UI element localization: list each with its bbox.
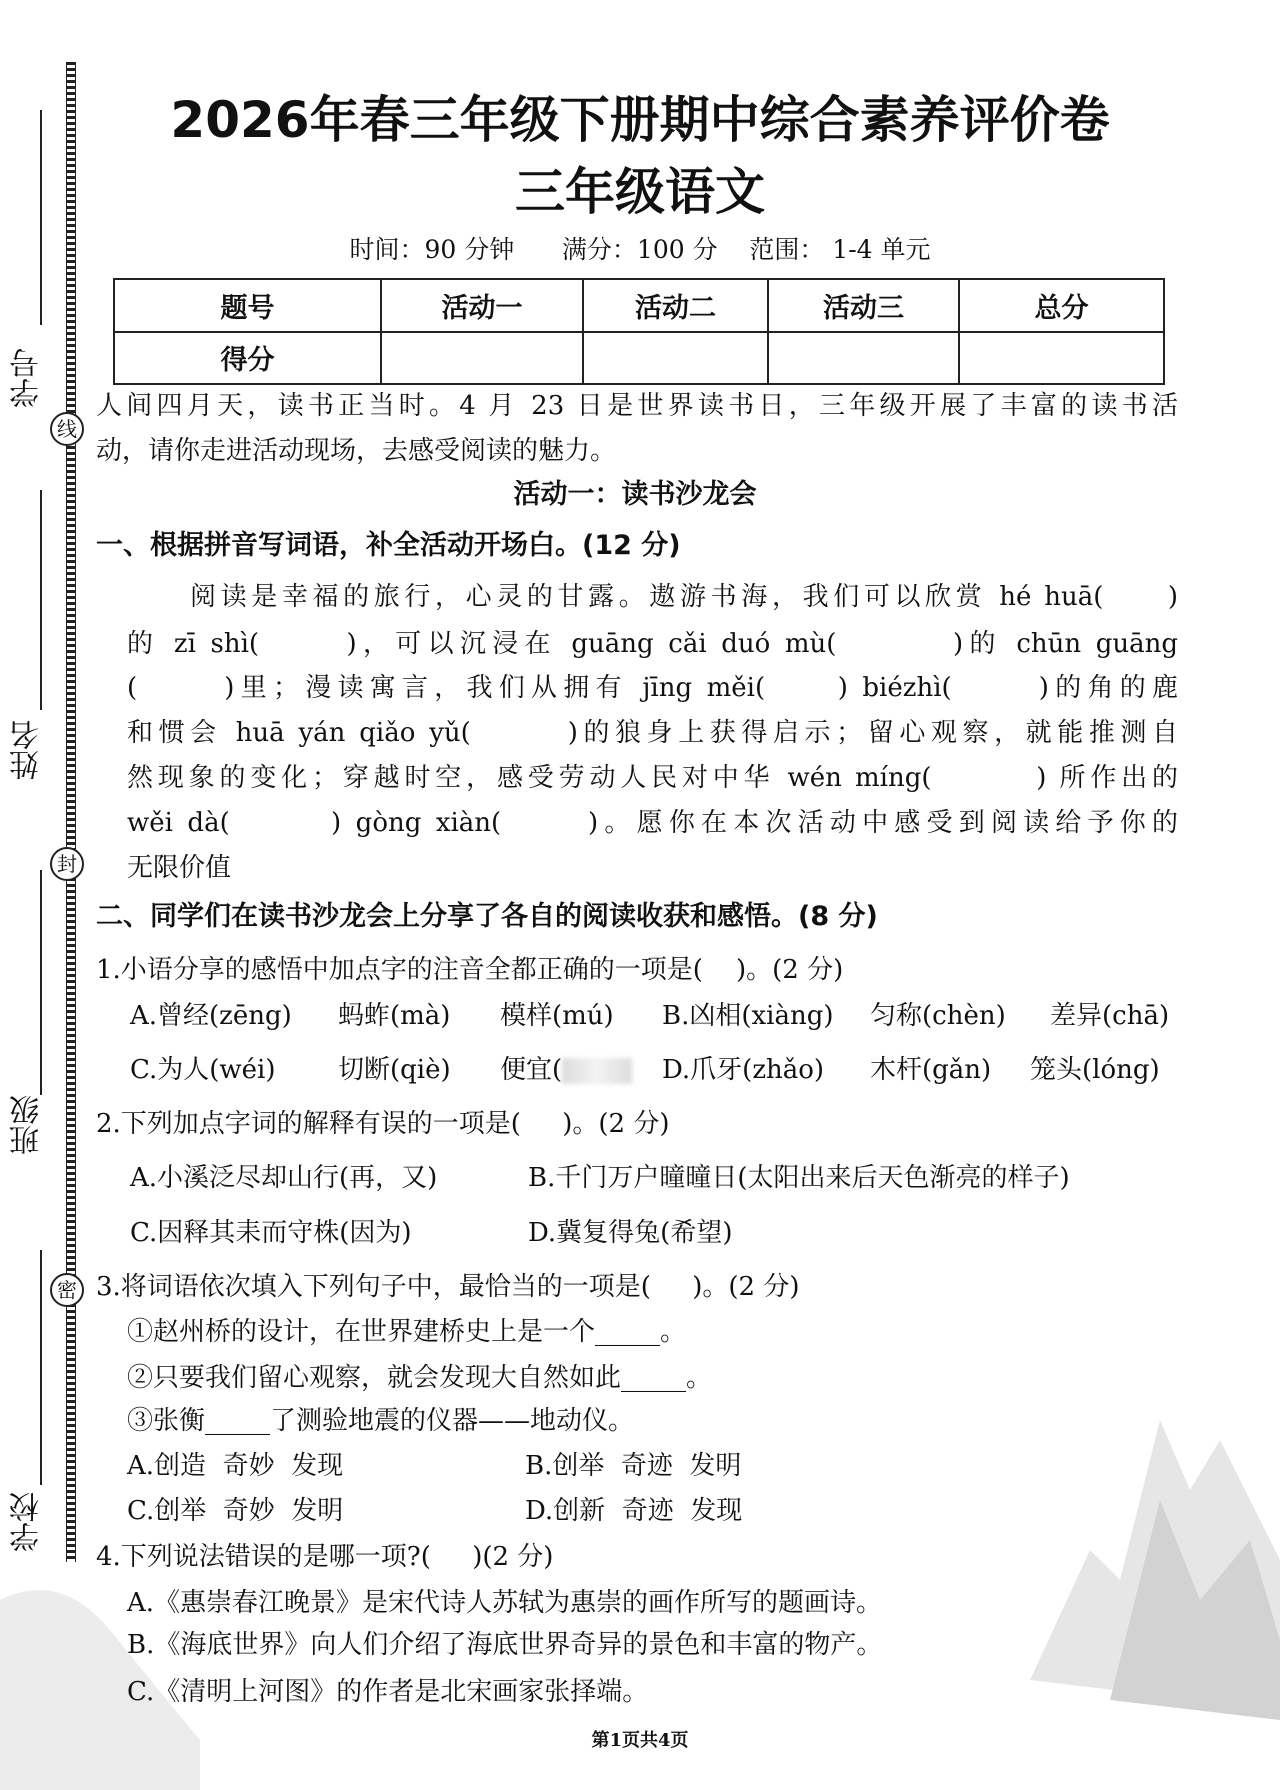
- score-table: [113, 278, 1165, 385]
- score-cell[interactable]: [381, 332, 583, 385]
- school-underline: [40, 1250, 42, 1485]
- name-label: 姓名: [10, 720, 45, 780]
- score-cell[interactable]: [583, 332, 768, 385]
- option-a: A.创造 奇妙 发现: [127, 1451, 344, 1481]
- score-cell[interactable]: [768, 332, 959, 385]
- question-4-stem: 4.下列说法错误的是哪一项?( )(2 分): [96, 1542, 554, 1572]
- exam-subtitle: 三年级语文: [515, 163, 765, 221]
- seal-mark-secret: 密: [50, 1273, 84, 1307]
- section-one-heading: 一、根据拼音写词语，补全活动开场白。(12 分): [96, 530, 681, 561]
- section-two-heading: 二、同学们在读书沙龙会上分享了各自的阅读收获和感悟。(8 分): [96, 901, 878, 932]
- option-b: B.凶相(xiàng): [662, 1001, 834, 1031]
- option-a-word: 蚂蚱(mà): [338, 1001, 451, 1031]
- question-1-stem: 1.小语分享的感悟中加点字的注音全都正确的一项是( )。(2 分): [96, 955, 844, 985]
- option-d-word: 木杆(gǎn): [870, 1055, 992, 1085]
- sentence-2: ②只要我们留心观察，就会发现大自然如此_____。: [127, 1363, 713, 1393]
- score-table-header-row: [114, 279, 1164, 332]
- header-cell: 题号: [114, 279, 381, 332]
- option-c-word-text: 便宜(: [500, 1055, 563, 1085]
- paragraph-line: 然现象的变化；穿越时空，感受劳动人民对中华 wén míng( ) 所作出的: [127, 763, 1178, 793]
- blurred-region: [562, 1058, 632, 1084]
- paragraph-line: 和惯会 huā yán qiǎo yǔ( )的狼身上获得启示；留心观察，就能推测自: [127, 718, 1178, 748]
- intro-line: 动，请你走进活动现场，去感受阅读的魅力。: [96, 436, 617, 466]
- option-c: C.创举 奇妙 发明: [127, 1496, 344, 1526]
- option-b-word: 差异(chā): [1050, 1001, 1170, 1031]
- header-cell: 活动三: [768, 279, 959, 332]
- school-label: 学校: [10, 1492, 45, 1552]
- option-d: D.冀复得兔(希望): [528, 1218, 733, 1248]
- page-number: 第1页共4页: [591, 1730, 689, 1751]
- option-b: B.千门万户曈曈日(太阳出来后天色渐亮的样子): [528, 1163, 1070, 1193]
- score-cell[interactable]: [959, 332, 1164, 385]
- name-underline: [40, 490, 42, 710]
- sentence-1: ①赵州桥的设计，在世界建桥史上是一个_____。: [127, 1317, 687, 1347]
- class-label: 班级: [10, 1095, 45, 1155]
- option-b: B.创举 奇迹 发明: [525, 1451, 742, 1481]
- option-d-word: 笼头(lóng): [1030, 1055, 1160, 1085]
- option-d: D.爪牙(zhǎo): [662, 1055, 825, 1085]
- paragraph-line: ( )里；漫读寓言，我们从拥有 jīng měi( ) biézhì( )的角的鹿: [127, 673, 1178, 703]
- option-b-word: 匀称(chèn): [870, 1001, 1006, 1031]
- option-b: B.《海底世界》向人们介绍了海底世界奇异的景色和丰富的物产。: [127, 1630, 883, 1660]
- paragraph-line: 无限价值: [127, 853, 232, 883]
- seal-mark-line: 线: [50, 412, 84, 446]
- class-underline: [40, 870, 42, 1095]
- option-c: C.《清明上河图》的作者是北宋画家张择端。: [127, 1677, 649, 1707]
- mountain-ink-decoration: [1030, 1380, 1280, 1740]
- question-3-stem: 3.将词语依次填入下列句子中，最恰当的一项是( )。(2 分): [96, 1272, 800, 1302]
- sentence-3: ③张衡_____了测验地震的仪器——地动仪。: [127, 1406, 635, 1436]
- paragraph-line: 的 zī shì( )，可以沉浸在 guāng cǎi duó mù( )的 chūn guāng: [127, 629, 1178, 659]
- intro-line: 人间四月天，读书正当时。4 月 23 日是世界读书日，三年级开展了丰富的读书活: [96, 391, 1178, 421]
- header-cell: 活动一: [381, 279, 583, 332]
- exam-info: 时间：90 分钟 满分：100 分 范围： 1-4 单元: [349, 235, 931, 264]
- header-cell: 总分: [959, 279, 1164, 332]
- paragraph-line: 阅读是幸福的旅行，心灵的甘露。遨游书海，我们可以欣赏 hé huā( ): [190, 582, 1178, 612]
- option-a: A.小溪泛尽却山行(再，又): [130, 1163, 438, 1193]
- binding-line: [66, 62, 76, 1562]
- option-a: A.曾经(zēng): [130, 1001, 292, 1031]
- option-c: C.因释其耒而守株(因为): [130, 1218, 412, 1248]
- score-row: [114, 332, 1164, 385]
- question-2-stem: 2.下列加点字词的解释有误的一项是( )。(2 分): [96, 1109, 670, 1139]
- exam-title: 2026年春三年级下册期中综合素养评价卷: [170, 91, 1110, 149]
- option-a-word: 模样(mú): [500, 1001, 614, 1031]
- score-row-label: 得分: [114, 332, 381, 385]
- header-cell: 活动二: [583, 279, 768, 332]
- option-c-word: 切断(qiè): [338, 1055, 451, 1085]
- option-c: C.为人(wéi): [130, 1055, 276, 1085]
- seal-mark-seal: 封: [50, 847, 84, 881]
- option-d: D.创新 奇迹 发现: [525, 1496, 743, 1526]
- student-id-label: 学号: [10, 348, 45, 408]
- paragraph-line: wěi dà( ) gòng xiàn( )。愿你在本次活动中感受到阅读给予你的: [127, 808, 1178, 838]
- option-a: A.《惠崇春江晚景》是宋代诗人苏轼为惠崇的画作所写的题画诗。: [127, 1588, 883, 1618]
- activity-one-heading: 活动一：读书沙龙会: [513, 479, 757, 510]
- option-c-word: [500, 1050, 632, 1090]
